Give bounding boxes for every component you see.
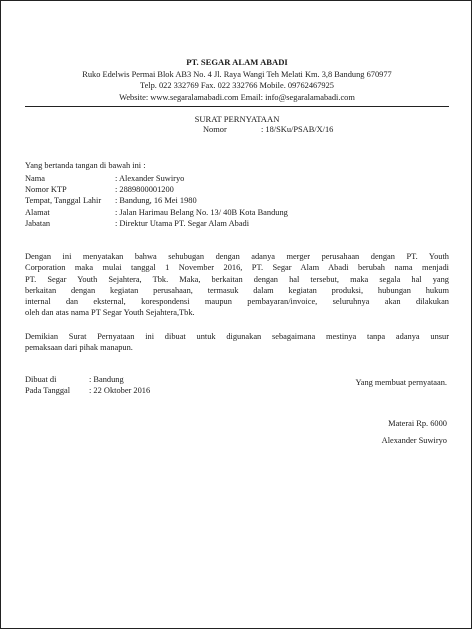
- document-title: SURAT PERNYATAAN: [194, 114, 280, 124]
- body-line: PT. Segar Youth Sejahtera, Tbk. Maka, berkaitan dengan hal tersebut, maka segala hal yang: [25, 274, 449, 284]
- body-line: berkaitan dengan kegiatan perusahaan, termasuk dalam kegiatan produksi, hubungan hukum: [25, 285, 449, 295]
- place-value: : Bandung: [89, 375, 124, 384]
- field-label: Alamat: [25, 207, 50, 217]
- closing-line: Demikian Surat Pernyataan ini dibuat untuk digunakan sebagaimana mestinya tanpa adanya unsur: [25, 332, 449, 341]
- letterhead: [1, 57, 473, 103]
- field-label: Tempat, Tanggal Lahir: [25, 196, 102, 206]
- date-value: : 22 Oktober 2016: [89, 386, 151, 396]
- field-value: : Jalan Harimau Belang No. 13/ 40B Kota Bandung: [115, 207, 288, 217]
- document-number-value: : 18/SKu/PSAB/X/16: [261, 125, 334, 134]
- stamp-duty-text: Materai Rp. 6000: [388, 419, 447, 428]
- body-line: Dengan ini menyatakan bahwa sehubugan dengan adanya merger perusahaan dengan PT. Youth: [25, 252, 449, 261]
- company-phone: Telp. 022 332769 Fax. 022 332766 Mobile. 09762467925: [140, 81, 334, 90]
- field-value: : Direktur Utama PT. Segar Alam Abadi: [115, 218, 250, 228]
- intro-text: Yang bertanda tangan di bawah ini :: [25, 161, 146, 170]
- company-name: PT. SEGAR ALAM ABADI: [186, 57, 288, 67]
- body-line: internal dan eksternal, korespondensi maupun pembayaran/invoice, seluruhnya akan dilakukan: [25, 297, 449, 307]
- field-value: : Alexander Suwiryo: [115, 174, 185, 183]
- signer-name: Alexander Suwiryo: [381, 436, 447, 445]
- closing-paragraph: [25, 331, 449, 354]
- letterhead-divider: [25, 106, 449, 107]
- body-paragraph: [25, 251, 449, 319]
- signature-label: Yang membuat pernyataan.: [355, 378, 447, 387]
- closing-line: pemaksaan dari pihak manapun.: [25, 343, 133, 353]
- body-line: Corporation maka mulai tanggal 1 November 2016, PT. Segar Alam Abadi berubah nama menjadi: [25, 263, 449, 273]
- company-web: Website: www.segaralamabadi.com Email: info@segaralamabadi.com: [119, 92, 355, 102]
- body-line: oleh dan atas nama PT Segar Youth Sejahtera,Tbk.: [25, 308, 195, 318]
- company-address: Ruko Edelwis Permai Blok AB3 No. 4 Jl. Raya Wangi Teh Melati Km. 3,8 Bandung 670977: [82, 69, 392, 79]
- field-value: : Bandung, 16 Mei 1980: [115, 196, 197, 206]
- document-number-label: Nomor: [203, 125, 227, 134]
- field-label: Jabatan: [25, 218, 51, 228]
- field-value: : 2889800001200: [115, 185, 174, 195]
- date-label: Pada Tanggal: [25, 386, 71, 396]
- field-label: Nomor KTP: [25, 185, 67, 195]
- field-label: Nama: [25, 174, 45, 183]
- place-label: Dibuat di: [25, 375, 57, 384]
